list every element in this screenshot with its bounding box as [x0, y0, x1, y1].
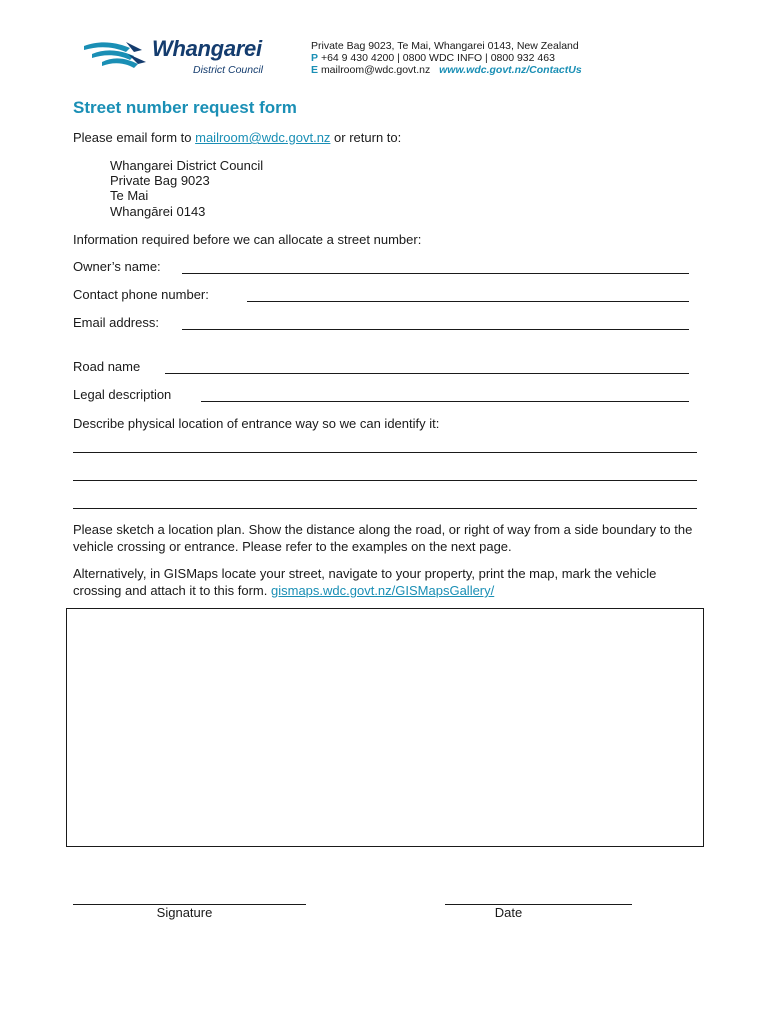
email-link[interactable]: mailroom@wdc.govt.nz — [195, 130, 331, 145]
council-logo-icon — [82, 36, 152, 82]
date-label: Date — [494, 905, 523, 920]
legal-description-field[interactable] — [201, 401, 689, 402]
return-address-line-4: Whangārei 0143 — [110, 204, 206, 219]
sketch-area[interactable] — [66, 608, 704, 847]
signature-label: Signature — [156, 905, 213, 920]
contact-phone-field[interactable] — [247, 301, 689, 302]
contact-address: Private Bag 9023, Te Mai, Whangarei 0143, New Zealand — [311, 40, 579, 52]
intro-line — [73, 130, 401, 145]
location-prompt: Describe physical location of entrance way so we can identify it: — [73, 416, 440, 431]
gis-instructions — [73, 565, 693, 599]
intro-prefix: Please email form to — [73, 130, 192, 145]
page-title: Street number request form — [73, 98, 297, 117]
location-line-2[interactable] — [73, 480, 697, 481]
email-address-label: Email address: — [73, 315, 159, 330]
owner-name-label: Owner’s name: — [73, 259, 161, 274]
contact-phone: +64 9 430 4200 | 0800 WDC INFO | 0800 932 463 — [320, 52, 555, 64]
info-required-text: Information required before we can allocate a street number: — [73, 232, 422, 247]
return-address-line-3: Te Mai — [110, 188, 149, 203]
intro-suffix: or return to: — [334, 130, 402, 145]
email-address-field[interactable] — [182, 329, 689, 330]
gis-link[interactable]: gismaps.wdc.govt.nz/GISMapsGallery/ — [271, 583, 495, 598]
phone-key: P — [311, 52, 319, 64]
owner-name-field[interactable] — [182, 273, 689, 274]
contact-website-link[interactable]: www.wdc.govt.nz/ContactUs — [439, 64, 582, 76]
location-line-1[interactable] — [73, 452, 697, 453]
contact-phone-row — [311, 52, 555, 64]
email-key: E — [311, 64, 319, 76]
contact-phone-label: Contact phone number: — [73, 287, 209, 302]
location-line-3[interactable] — [73, 508, 697, 509]
logo-wordmark: Whangarei — [152, 36, 262, 61]
sketch-instructions: Please sketch a location plan. Show the distance along the road, or right of way from a side boundary to the vehicle crossing or entrance. Please refer to the examples on the next page. — [73, 522, 693, 554]
legal-description-label: Legal description — [73, 387, 172, 402]
contact-email-row — [311, 64, 582, 76]
road-name-label: Road name — [73, 359, 141, 374]
contact-email[interactable]: mailroom@wdc.govt.nz — [320, 64, 431, 76]
road-name-field[interactable] — [165, 373, 689, 374]
return-address-line-1: Whangarei District Council — [110, 158, 264, 173]
logo-subtitle: District Council — [193, 64, 264, 76]
return-address-line-2: Private Bag 9023 — [110, 173, 210, 188]
gis-text: Alternatively, in GISMaps locate your street, navigate to your property, print the map, mark the vehicle crossing and attach it to this form. — [73, 566, 657, 598]
